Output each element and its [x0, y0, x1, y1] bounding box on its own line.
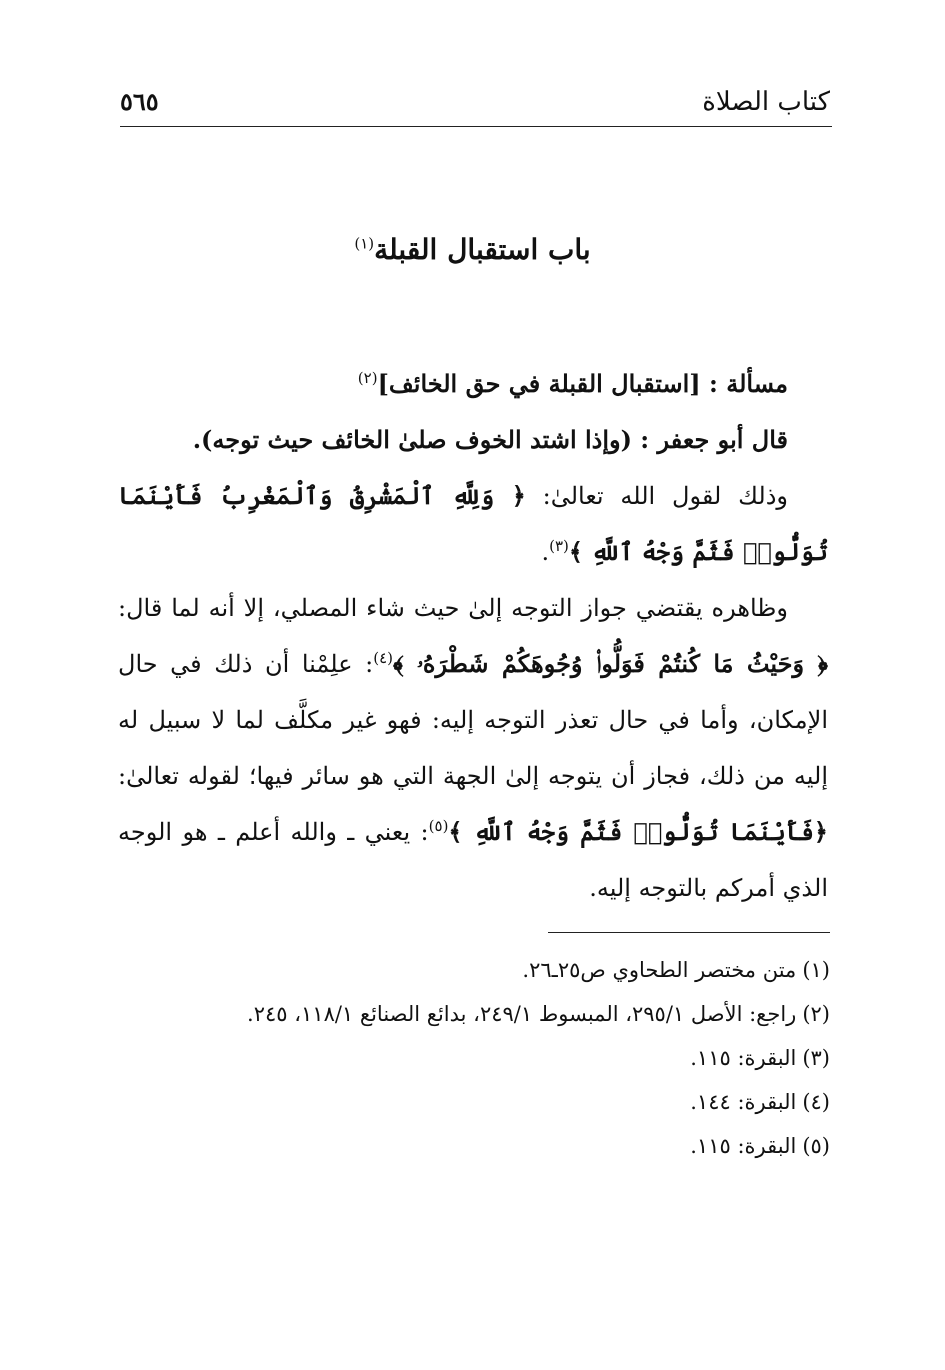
footnote-number: (١): [802, 958, 830, 982]
footnotes: [118, 948, 830, 1168]
footnote-text: راجع: الأصل ٢٩٥/١، المبسوط ٢٤٩/١، بدائع الصنائع ١١٨/١، ٢٤٥.: [247, 1002, 797, 1026]
paragraph-2: [118, 468, 828, 580]
footnote-2: [118, 992, 830, 1036]
issue-heading: [118, 356, 828, 412]
header-rule: [120, 126, 832, 127]
footnote-text: البقرة: ١١٥.: [690, 1134, 797, 1158]
footnote-1: [118, 948, 830, 992]
quran-verse-2: ﴿ وَحَيْثُ مَا كُنتُمْ فَوَلُّوا۟ وُجُوهَكُمْ شَطْرَهُۥ ﴾: [392, 649, 828, 678]
running-title: كتاب الصلاة: [702, 87, 830, 117]
footnote-text: البقرة: ١١٥.: [690, 1046, 797, 1070]
paragraph-3-middle: : علِمْنا أن ذلك في حال الإمكان، وأما في حال تعذر التوجه إليه: فهو غير مكلَّف لما لا سبيل له إليه من ذلك، فجاز أن يتوجه إلىٰ الجهة التي هو سائر فيها؛ لقوله تعالىٰ:: [118, 650, 829, 790]
paragraph-3-end: : يعني ـ والله أعلم ـ هو الوجه الذي أمركم بالتوجه إليه.: [118, 818, 828, 902]
footnote-ref-5: (٥): [428, 817, 449, 835]
chapter-title: [0, 228, 945, 272]
paragraph-2-lead: وذلك لقول الله تعالىٰ:: [525, 482, 788, 510]
footnote-number: (٤): [802, 1090, 830, 1114]
footnote-ref-4: (٤): [373, 649, 393, 667]
paragraph-3: [118, 580, 828, 916]
footnote-3: [118, 1036, 830, 1080]
paragraph-2-tail: .: [541, 538, 550, 566]
paragraph-1: قال أبو جعفر : (وإذا اشتد الخوف صلىٰ الخائف حيث توجه).: [192, 425, 788, 454]
main-text: [118, 356, 828, 916]
footnote-number: (٥): [802, 1134, 830, 1158]
footnote-4: [118, 1080, 830, 1124]
page-header: [120, 82, 830, 122]
footnote-number: (٣): [802, 1046, 830, 1070]
issue-label: مسألة : [استقبال القبلة في حق الخائف]: [377, 369, 788, 398]
footnote-5: [118, 1124, 830, 1168]
footnote-ref-3: (٣): [549, 537, 569, 555]
quran-verse-1: ﴿ وَلِلَّهِ ٱلْمَشْرِقُ وَٱلْمَغْرِبُ فَأَيْنَمَا تُوَلُّوا۟ فَثَمَّ وَجْهُ ٱللَّهِ ﴾: [118, 481, 828, 566]
issue-footnote-ref: (٢): [357, 369, 378, 387]
quran-verse-3: ﴿فَأَيْنَمَا تُوَلُّوا۟ فَثَمَّ وَجْهُ ٱللَّهِ ﴾: [448, 817, 828, 846]
footnote-text: البقرة: ١٤٤.: [690, 1090, 797, 1114]
chapter-footnote-ref: (١): [354, 234, 375, 253]
paragraph-3-lead: وظاهره يقتضي جواز التوجه إلىٰ حيث شاء المصلي، إلا أنه لما قال:: [118, 594, 788, 622]
footnote-text: متن مختصر الطحاوي ص٢٥ـ٢٦.: [522, 958, 797, 982]
footnote-separator: [548, 932, 830, 933]
page-number: ٥٦٥: [120, 87, 159, 116]
chapter-title-text: باب استقبال القبلة: [374, 233, 591, 266]
footnote-number: (٢): [802, 1002, 830, 1026]
